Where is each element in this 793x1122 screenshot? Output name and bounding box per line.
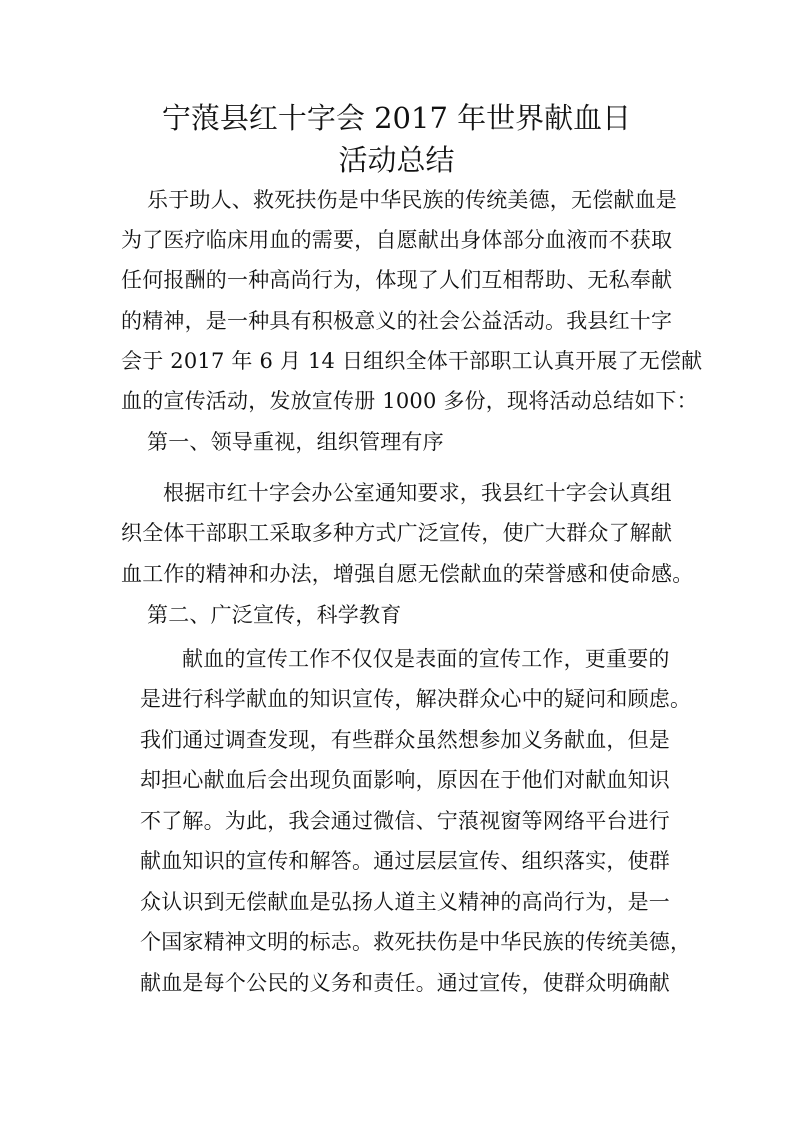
body-line: 不了解。为此，我会通过微信、宁蒗视窗等网络平台进行: [140, 809, 670, 833]
body-line: 众认识到无偿献血是弘扬人道主义精神的高尚行为，是一: [140, 890, 670, 914]
body-line: 根据市红十字会办公室通知要求，我县红十字会认真组: [163, 481, 672, 505]
body-line: 个国家精神文明的标志。救死扶伤是中华民族的传统美德，: [140, 930, 692, 954]
section-heading: 第二、广泛宣传，科学教育: [147, 603, 402, 627]
body-line: 献血是每个公民的义务和责任。通过宣传，使群众明确献: [140, 971, 670, 995]
body-line: 任何报酬的一种高尚行为，体现了人们互相帮助、无私奉献: [121, 268, 673, 292]
body-line: 献血知识的宣传和解答。通过层层宣传、组织落实，使群: [140, 849, 670, 873]
body-line: 织全体干部职工采取多种方式广泛宣传，使广大群众了解献: [121, 521, 673, 545]
body-line: 血工作的精神和办法，增强自愿无偿献血的荣誉感和使命感。: [121, 562, 694, 586]
body-line: 乐于助人、救死扶伤是中华民族的传统美德，无偿献血是: [147, 188, 677, 212]
section-heading: 第一、领导重视，组织管理有序: [147, 430, 444, 454]
document-title-line2: 活动总结: [338, 143, 455, 177]
body-line: 血的宣传活动，发放宣传册 1000 多份，现将活动总结如下：: [121, 389, 698, 413]
document-title-line1: 宁蒗县红十字会 2017 年世界献血日: [161, 101, 632, 135]
body-line: 却担心献血后会出现负面影响，原因在于他们对献血知识: [140, 768, 670, 792]
body-line: 的精神，是一种具有积极意义的社会公益活动。我县红十字: [121, 309, 673, 333]
body-line: 我们通过调查发现，有些群众虽然想参加义务献血，但是: [140, 728, 670, 752]
body-line: 为了医疗临床用血的需要，自愿献出身体部分血液而不获取: [121, 228, 673, 252]
body-line: 是进行科学献血的知识宣传，解决群众心中的疑问和顾虑。: [140, 687, 692, 711]
body-line: 献血的宣传工作不仅仅是表面的宣传工作，更重要的: [182, 647, 670, 671]
body-line: 会于 2017 年 6 月 14 日组织全体干部职工认真开展了无偿献: [121, 349, 703, 373]
